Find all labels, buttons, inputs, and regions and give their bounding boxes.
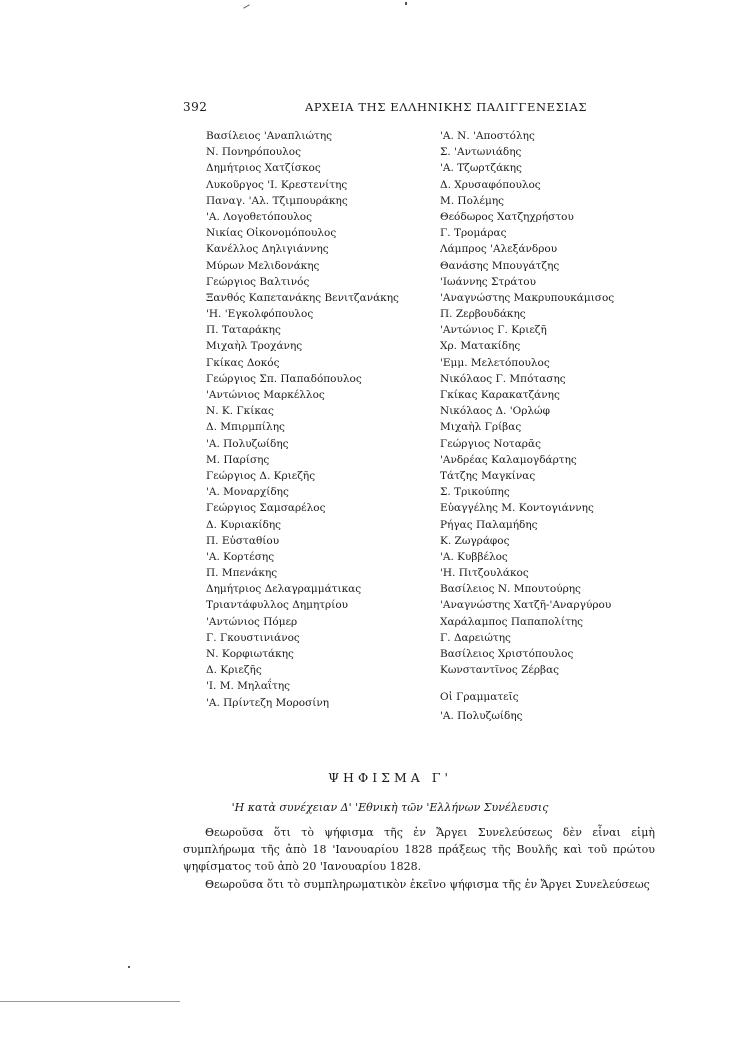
signatory-name: 'Α. Πολυζωίδης: [206, 437, 289, 450]
signatory-name: Γεώργιος Σαμσαρέλος: [206, 502, 326, 515]
signatory-name: 'Α. Τζωρτζάκης: [440, 162, 522, 175]
signatory-name: Π. Εὐσταθίου: [206, 534, 280, 547]
scan-mark-top: [243, 4, 250, 8]
signatory-name: 'Α. Λογοθετόπουλος: [206, 210, 312, 223]
signatory-name: Βασίλειος Χριστόπουλος: [440, 648, 574, 660]
signatory-name: 'Α. Κυββέλος: [440, 550, 508, 563]
signatory-name: Δ. Χρυσαφόπουλος: [440, 178, 541, 191]
signatory-name: Λυκοῦργος 'Ι. Κρεστενίτης: [206, 178, 348, 191]
signatory-name: Ν. Πονηρόπουλος: [206, 146, 301, 159]
signatory-name: Ν. Κ. Γκίκας: [206, 405, 274, 418]
running-title: ΑΡΧΕΙΑ ΤΗΣ ΕΛΛΗΝΙΚΗΣ ΠΑΛΙΓΓΕΝΕΣΙΑΣ: [305, 100, 588, 114]
signatory-name: Χαράλαμπος Παπαπολίτης: [440, 615, 584, 628]
signatories-left-column: [206, 128, 426, 711]
signatory-name: 'Α. Ν. 'Αποστόλης: [440, 130, 535, 142]
signatory-name: Μιχαὴλ Τροχάνης: [206, 340, 303, 353]
signatory-name: Δημήτριος Χατζίσκος: [206, 162, 321, 175]
signatory-name: Δ. Κριεζῆς: [206, 664, 262, 677]
signatory-name: Γκίκας Δοκός: [206, 356, 280, 369]
signatory-name: Εὐαγγέλης Μ. Κοντογιάννης: [440, 502, 594, 515]
scan-mark-top-dot: [405, 2, 407, 5]
secretaries-label: Οἱ Γραμματεῖς: [440, 691, 519, 703]
signatory-name: Τριαντάφυλλος Δημητρίου: [206, 599, 349, 612]
signatory-name: Δ. Κυριακίδης: [206, 518, 282, 531]
signatory-name: Μ. Πολέμης: [440, 194, 504, 207]
signatory-name: Γ. Δαρειώτης: [440, 631, 511, 644]
scan-mark-bottom-line: [0, 1001, 180, 1002]
secretary-name: 'Α. Πολυζωίδης: [440, 710, 523, 722]
resolution-body: [183, 824, 655, 893]
signatory-name: Νικίας Οἰκονομόπουλος: [206, 227, 337, 240]
signatory-name: Ν. Κορφιωτάκης: [206, 648, 294, 660]
signatory-name: 'Αναγνώστης Μακρυπουκάμισος: [440, 291, 615, 304]
signatory-name: Χρ. Ματακίδης: [440, 340, 521, 353]
signatory-name: Παναγ. 'Αλ. Τζιμπουράκης: [206, 194, 348, 207]
signatory-name: 'Ι. Μ. Μηλαΐτης: [206, 680, 291, 693]
signatory-name: Δημήτριος Δελαγραμμάτικας: [206, 583, 362, 596]
assembly-heading: 'Η κατὰ συνέχειαν Δ' 'Εθνικὴ τῶν 'Ελλήνων Συνέλευσις: [231, 801, 549, 814]
signatory-name: Τάτζης Μαγκίνας: [440, 469, 536, 482]
signatory-name: Γεώργιος Νοταρᾶς: [440, 437, 541, 450]
signatory-name: 'Α. Πρίντεζη Μοροσίνη: [206, 696, 330, 709]
signatory-name: 'Αναγνώστης Χατζῆ-'Αναργύρου: [440, 599, 612, 612]
signatory-name: Μύρων Μελιδονάκης: [206, 259, 320, 272]
signatory-name: 'Ιωάννης Στράτου: [440, 275, 536, 288]
signatories-right-column: [440, 128, 645, 678]
signatory-name: Σ. Τρικούπης: [440, 486, 510, 499]
signatory-name: Κ. Ζωγράφος: [440, 534, 510, 547]
paragraph: Θεωροῦσα ὅτι τὸ συμπληρωματικὸν ἐκεῖνο ψήφισμα τῆς ἐν Ἄργει Συνελεύσεως: [205, 877, 650, 891]
paragraph: Θεωροῦσα ὅτι τὸ ψήφισμα τῆς ἐν Ἄργει Συνελεύσεως δὲν εἶναι εἰμὴ συμπλήρωμα τῆς ἀπὸ 18 'Ιανουαρίου 1828 πράξεως τῆς Βουλῆς καὶ τοῦ πρώτου ψηφίσματος τοῦ ἀπὸ 20 'Ιανουαρίου 1828.: [183, 826, 655, 874]
signatory-name: Μ. Παρίσης: [206, 453, 270, 466]
signatory-name: Λάμπρος 'Αλεξάνδρου: [440, 243, 558, 256]
signatory-name: 'Α. Κορτέσης: [206, 550, 275, 563]
signatory-name: Κανέλλος Δηλιγιάννης: [206, 243, 329, 256]
signatory-name: Θανάσης Μπουγάτζης: [440, 259, 560, 272]
signatory-name: Θεόδωρος Χατζηχρήστου: [440, 210, 574, 223]
scan-mark-bottom-dot: [128, 966, 130, 968]
signatory-name: Γ. Τρομάρας: [440, 227, 507, 240]
signatory-name: Κωνσταντῖνος Ζέρβας: [440, 664, 560, 677]
signatory-name: 'Η. Πιτζουλάκος: [440, 567, 529, 580]
signatory-name: 'Η. 'Εγκολφόπουλος: [206, 308, 314, 321]
signatory-name: Γκίκας Καρακατζάνης: [440, 389, 560, 401]
page-number: 392: [183, 100, 208, 114]
signatory-name: Ξανθός Καπετανάκης Βενιτζανάκης: [206, 291, 399, 304]
signatory-name: Μιχαὴλ Γρίβας: [440, 421, 522, 434]
signatory-name: Βασίλειος 'Αναπλιώτης: [206, 130, 332, 142]
signatory-name: Π. Ζερβουδάκης: [440, 308, 526, 321]
signatory-name: Γεώργιος Σπ. Παπαδόπουλος: [206, 372, 362, 385]
signatory-name: Ρήγας Παλαμήδης: [440, 518, 538, 531]
signatory-name: Γεώργιος Βαλτινός: [206, 275, 310, 288]
signatory-name: Γεώργιος Δ. Κριεζῆς: [206, 469, 316, 482]
signatory-name: 'Αντώνιος Γ. Κριεζῆ: [440, 324, 547, 337]
signatory-name: Π. Ταταράκης: [206, 324, 281, 337]
signatory-name: 'Αντώνιος Πόμερ: [206, 615, 298, 628]
signatory-name: 'Αντώνιος Μαρκέλλος: [206, 389, 325, 401]
signatory-name: 'Α. Μοναρχίδης: [206, 486, 289, 499]
resolution-title: ΨΗΦΙΣΜΑ Γ': [328, 770, 452, 785]
signatory-name: Π. Μπενάκης: [206, 567, 278, 580]
signatory-name: Δ. Μπιρμπίλης: [206, 421, 285, 434]
signatory-name: 'Εμμ. Μελετόπουλος: [440, 356, 550, 369]
signatory-name: 'Ανδρέας Καλαμογδάρτης: [440, 453, 577, 466]
signatory-name: Νικόλαος Δ. 'Ορλώφ: [440, 405, 550, 418]
signatory-name: Γ. Γκουστινιάνος: [206, 631, 300, 644]
signatory-name: Σ. 'Αντωνιάδης: [440, 146, 522, 159]
signatory-name: Βασίλειος Ν. Μπουτούρης: [440, 583, 581, 596]
signatory-name: Νικόλαος Γ. Μπότασης: [440, 372, 566, 385]
secretaries-block: [440, 688, 523, 726]
